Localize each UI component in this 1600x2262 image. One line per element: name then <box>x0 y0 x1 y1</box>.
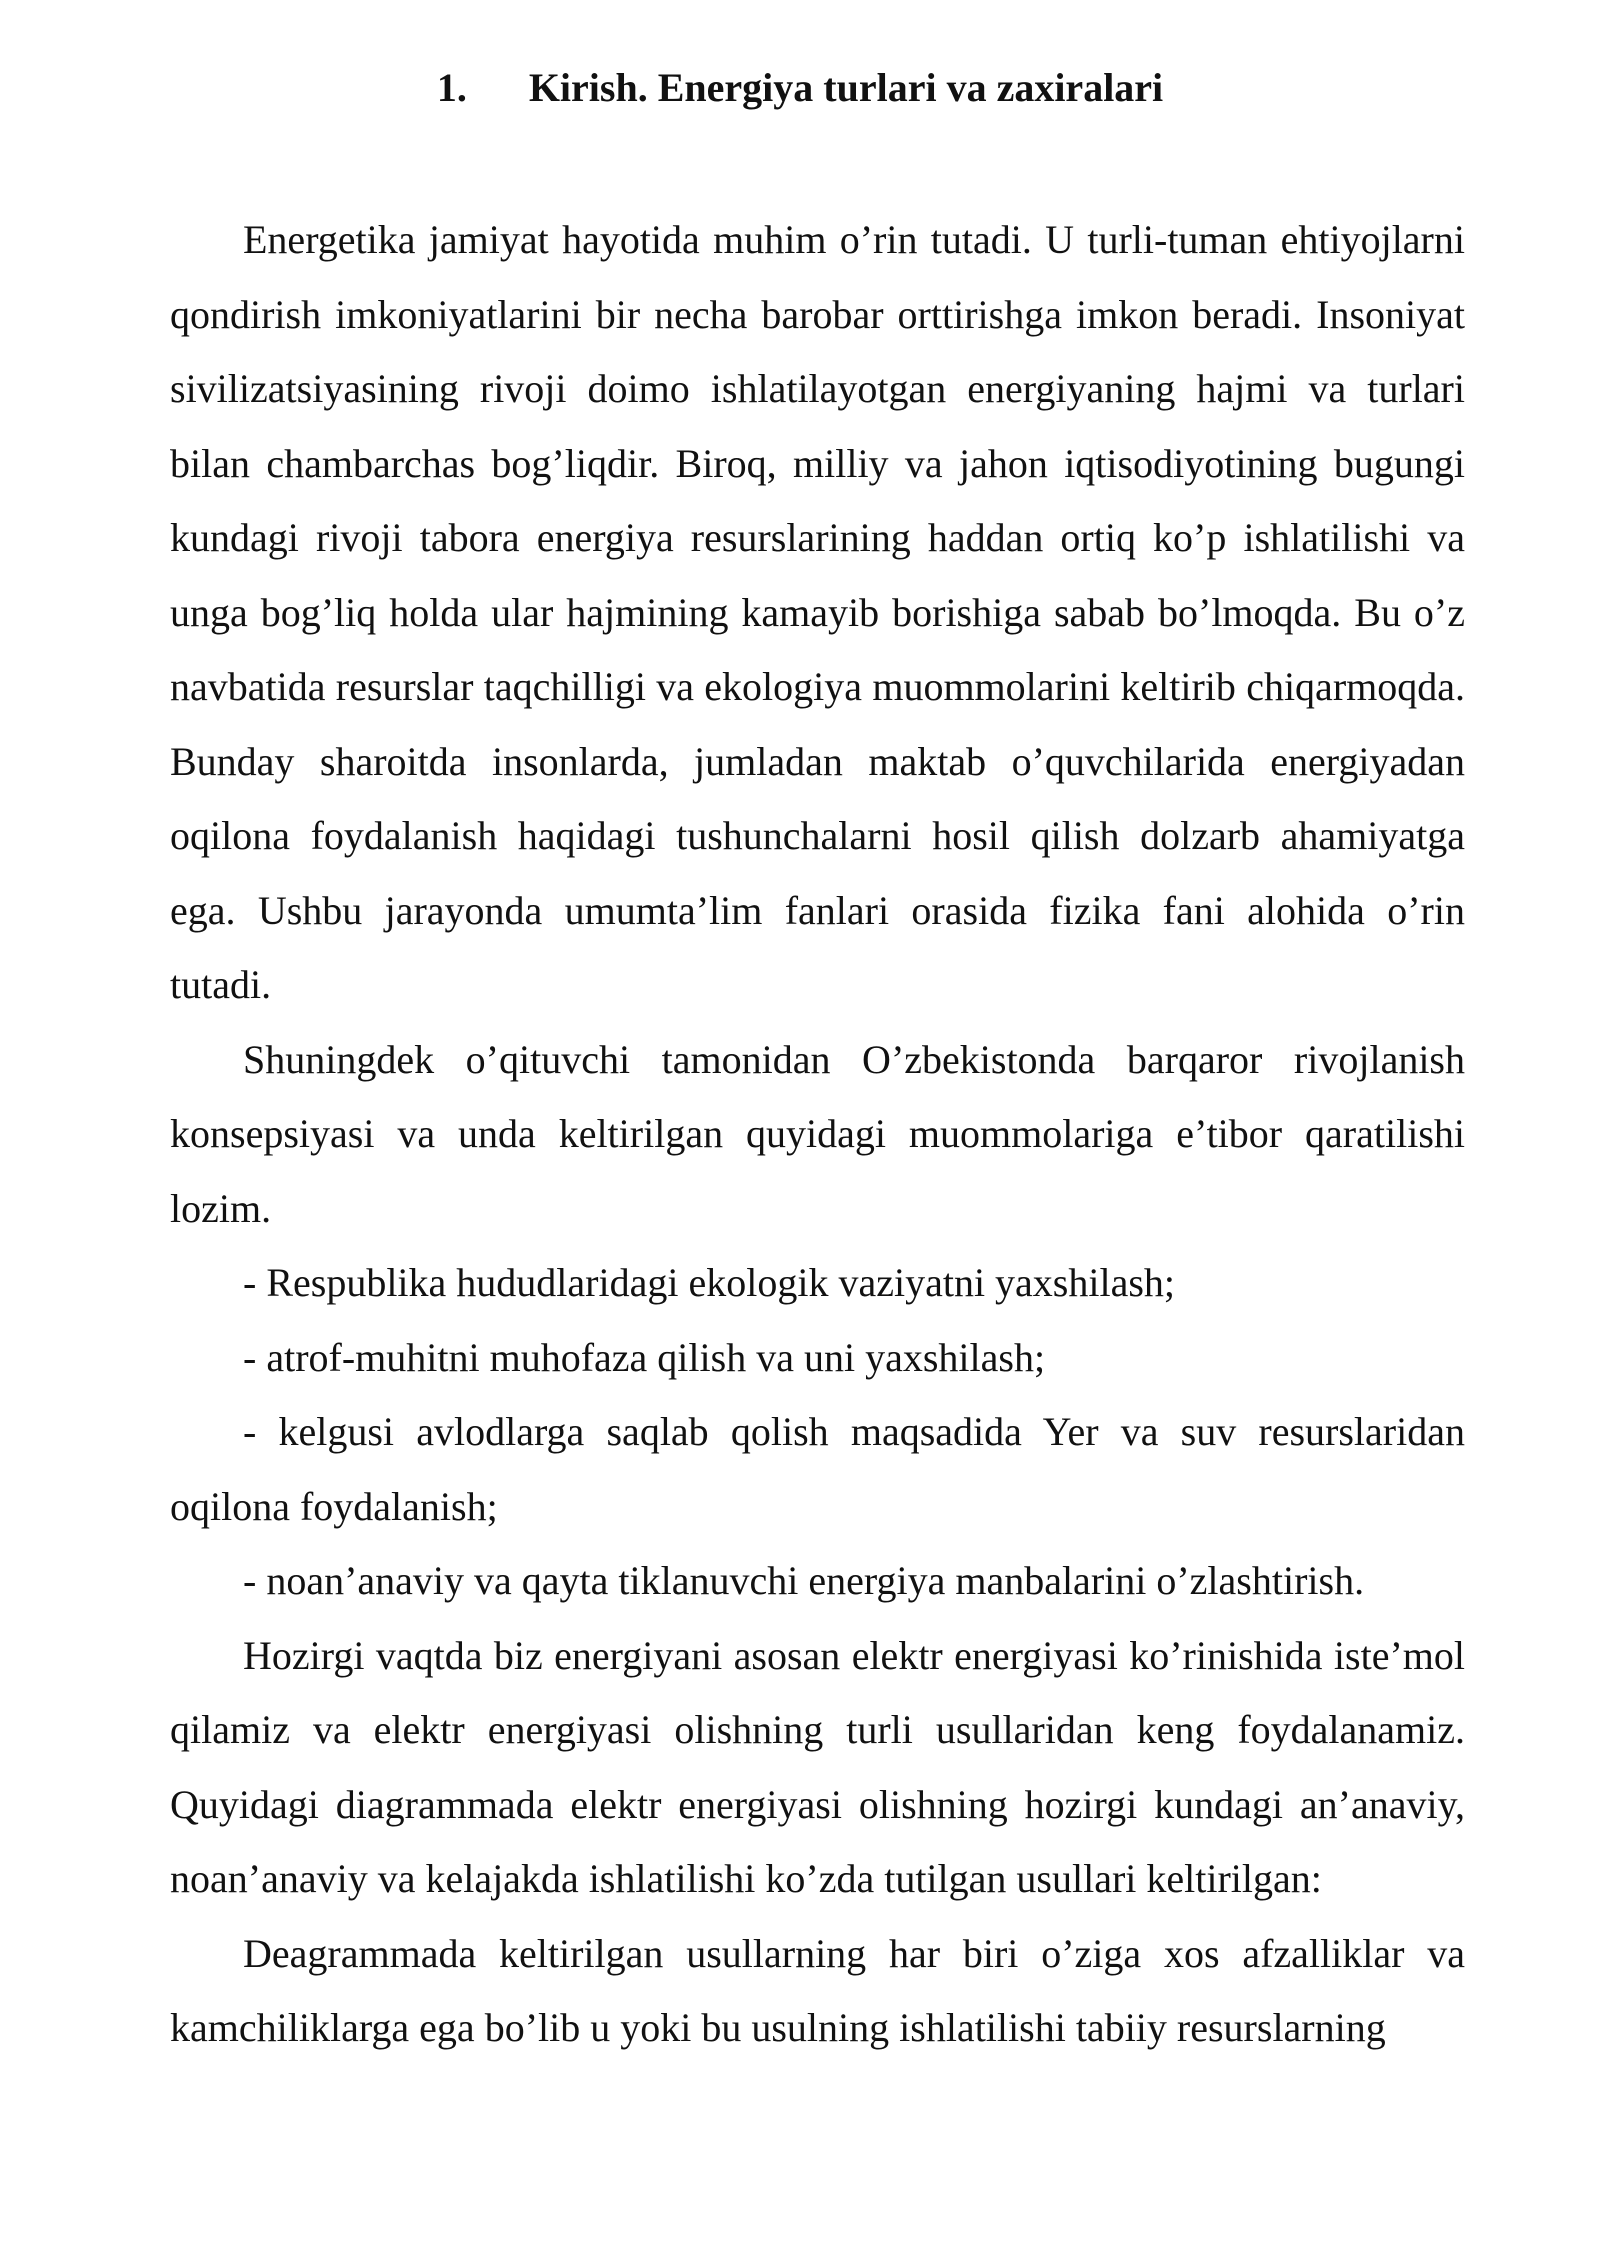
list-item: - kelgusi avlodlarga saqlab qolish maqsadida Yer va suv resurslaridan oqilona foydalanish; <box>170 1409 1465 1529</box>
list-item: - Respublika hududlaridagi ekologik vaziyatni yaxshilash; <box>243 1260 1176 1305</box>
section-heading <box>0 64 1600 112</box>
list-item: - atrof-muhitni muhofaza qilish va uni yaxshilash; <box>243 1334 1046 1380</box>
list-item: - noan’anaviy va qayta tiklanuvchi energiya manbalarini o’zlashtirish. <box>243 1558 1365 1603</box>
section-number: 1. <box>436 65 467 110</box>
paragraph: Deagrammada keltirilgan usullarning har biri o’ziga xos afzalliklar va kamchiliklarga ega bo’lib u yoki bu usulning ishlatilishi tabiiy resurslarning <box>170 1930 1465 2050</box>
paragraph: Hozirgi vaqtda biz energiyani asosan elektr energiyasi ko’rinishida iste’mol qilamiz va elektr energiyasi olishning turli usullaridan keng foydalanamiz. Quyidagi diagrammada elektr energiyasi olishning hozirgi kundagi an’anaviy, noan’anaviy va kelajakda ishlatilishi ko’zda tutilgan usullari keltirilgan: <box>170 1632 1465 1901</box>
paragraph: Energetika jamiyat hayotida muhim o’rin tutadi. U turli-tuman ehtiyojlarni qondirish imkoniyatlarini bir necha barobar orttirishga imkon beradi. Insoniyat sivilizatsiyasining rivoji doimo ishlatilayotgan energiyaning hajmi va turlari bilan chambarchas bog’liqdir. Biroq, milliy va jahon iqtisodiyotining bugungi kundagi rivoji tabora energiya resurslarining haddan ortiq ko’p ishlatilishi va unga bog’liq holda ular hajmining kamayib borishiga sabab bo’lmoqda. Bu o’z navbatida resurslar taqchilligi va ekologiya muommolarini keltirib chiqarmoqda. Bunday sharoitda insonlarda, jumladan maktab o’quvchilarida energiyadan oqilona foydalanish haqidagi tushunchalarni hosil qilish dolzarb ahamiyatga ega. Ushbu jarayonda umumta’lim fanlari orasida fizika fani alohida o’rin tutadi. <box>170 217 1465 1007</box>
section-title: Kirish. Energiya turlari va zaxiralari <box>528 65 1164 110</box>
document-body <box>170 203 1465 2066</box>
paragraph: Shuningdek o’qituvchi tamonidan O’zbekistonda barqaror rivojlanish konsepsiyasi va unda keltirilgan quyidagi muommolariga e’tibor qaratilishi lozim. <box>170 1036 1465 1231</box>
